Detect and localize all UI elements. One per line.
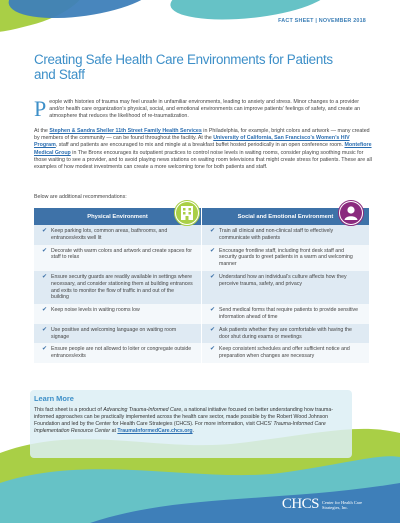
logo-wordmark: CHCS — [281, 496, 319, 512]
checkmark-icon: ✔ — [210, 247, 216, 254]
examples-paragraph: At the Stephen & Sandra Sheller 11th Street Family Health Services in Philadelphia, for example, bright colors and artwork — many created by members of the community — can be found throughout the facility. At the University of California, San Francisco’s Women’s HIV Program, staff and patients are encouraged to mix and mingle at a breakfast buffet hosted periodically in an open conference room. Montefiore Medical Group in The Bronx encourages its outpatient practices to control noise levels in waiting rooms, consider playing soothing music for those waiting to see a provider, and to avoid playing news stations on waiting room televisions that might create stress for patients. These are all examples of how modest investments can create a more welcoming tone for both patients and staff. — [34, 128, 372, 171]
table-row — [34, 271, 369, 304]
physical-recommendation: ✔ Keep parking lots, common areas, bathrooms, and entrances/exits well lit — [34, 225, 201, 245]
physical-recommendation: ✔ Keep noise levels in waiting rooms low — [34, 304, 201, 324]
checkmark-icon: ✔ — [210, 326, 216, 333]
table-header — [34, 208, 369, 225]
header-social-emotional-environment: Social and Emotional Environment — [202, 208, 369, 225]
checkmark-icon: ✔ — [210, 346, 216, 353]
link-sheller-health-services[interactable]: Stephen & Sandra Sheller 11th Street Family Health Services — [49, 128, 202, 134]
table-body — [34, 225, 369, 363]
checkmark-icon: ✔ — [42, 326, 48, 333]
person-icon — [338, 200, 364, 226]
social-emotional-recommendation: ✔ Ask patients whether they are comfortable with having the door shut during exams or meetings — [202, 324, 369, 344]
learn-more-section — [30, 390, 350, 500]
checkmark-icon: ✔ — [42, 273, 48, 280]
table-row — [34, 324, 369, 344]
link-ucsf-womens-hiv-program[interactable]: University of California, San Francisco’s Women’s HIV Program — [34, 135, 350, 149]
social-emotional-recommendation: ✔ Encourage frontline staff, including front desk staff and security guards to greet patients in a warm and welcoming manner — [202, 245, 369, 271]
physical-recommendation: ✔ Ensure security guards are readily available in settings where necessary, and consider stationing them at building entrances and exits to monitor the flow of traffic in and out of the building — [34, 271, 201, 304]
table-row — [34, 245, 369, 271]
link-trauma-informed-care-site[interactable]: TraumaInformedCare.chcs.org — [117, 428, 193, 435]
checkmark-icon: ✔ — [42, 307, 48, 314]
checkmark-icon: ✔ — [42, 346, 48, 353]
social-emotional-recommendation: ✔ Keep consistent schedules and offer sufficient notice and preparation when changes are necessary — [202, 343, 369, 363]
table-row — [34, 304, 369, 324]
social-emotional-recommendation: ✔ Train all clinical and non-clinical staff to effectively communicate with patients — [202, 225, 369, 245]
social-emotional-recommendation: ✔ Understand how an individual’s culture affects how they perceive trauma, safety, and privacy — [202, 271, 369, 304]
social-emotional-recommendation: ✔ Send medical forms that require patients to provide sensitive information ahead of time — [202, 304, 369, 324]
chcs-logo — [282, 496, 380, 513]
page-title: Creating Safe Health Care Environments for Patients and Staff — [34, 52, 333, 82]
table-row — [34, 343, 369, 363]
table-row — [34, 225, 369, 245]
header-physical-environment: Physical Environment — [34, 208, 201, 225]
checkmark-icon: ✔ — [210, 273, 216, 280]
recommendations-intro: Below are additional recommendations: — [34, 194, 127, 200]
building-icon — [174, 200, 200, 226]
fact-sheet-tag: FACT SHEET | NOVEMBER 2018 — [278, 18, 366, 24]
intro-paragraph: People with histories of trauma may feel unsafe in unfamiliar environments, leading to anxiety and stress. Minor changes to a provider and/or health care organization’s physical, social, and emotional environments can improve patients’ feelings of safety, and create an atmosphere that reduces the likelihood of re-traumatization. — [34, 96, 361, 121]
drop-cap: P — [34, 96, 47, 121]
physical-recommendation: ✔ Use positive and welcoming language on waiting room signage — [34, 324, 201, 344]
learn-more-title: Learn More — [34, 394, 74, 403]
physical-recommendation: ✔ Decorate with warm colors and artwork and create spaces for staff to relax — [34, 245, 201, 271]
recommendations-table — [34, 208, 369, 363]
checkmark-icon: ✔ — [210, 228, 216, 234]
physical-recommendation: ✔ Ensure people are not allowed to loiter or congregate outside entrances/exits — [34, 343, 201, 363]
checkmark-icon: ✔ — [210, 307, 216, 314]
learn-more-text: This fact sheet is a product of Advancing Trauma-Informed Care, a national initiative focused on better understanding how trauma-informed approaches can be practically implemented across the health care sector, made possible by the Robert Wood Johnson Foundation and led by the Center for Health Care Strategies (CHCS). For more information, visit CHCS’ Trauma-Informed Care Implementation Resource Center at TraumaInformedCare.chcs.org. — [34, 407, 333, 435]
checkmark-icon: ✔ — [42, 228, 48, 234]
logo-subtitle: Center for Health Care Strategies, Inc. — [322, 499, 363, 510]
link-montefiore-medical-group[interactable]: Montefiore Medical Group — [34, 142, 372, 156]
checkmark-icon: ✔ — [42, 247, 48, 254]
